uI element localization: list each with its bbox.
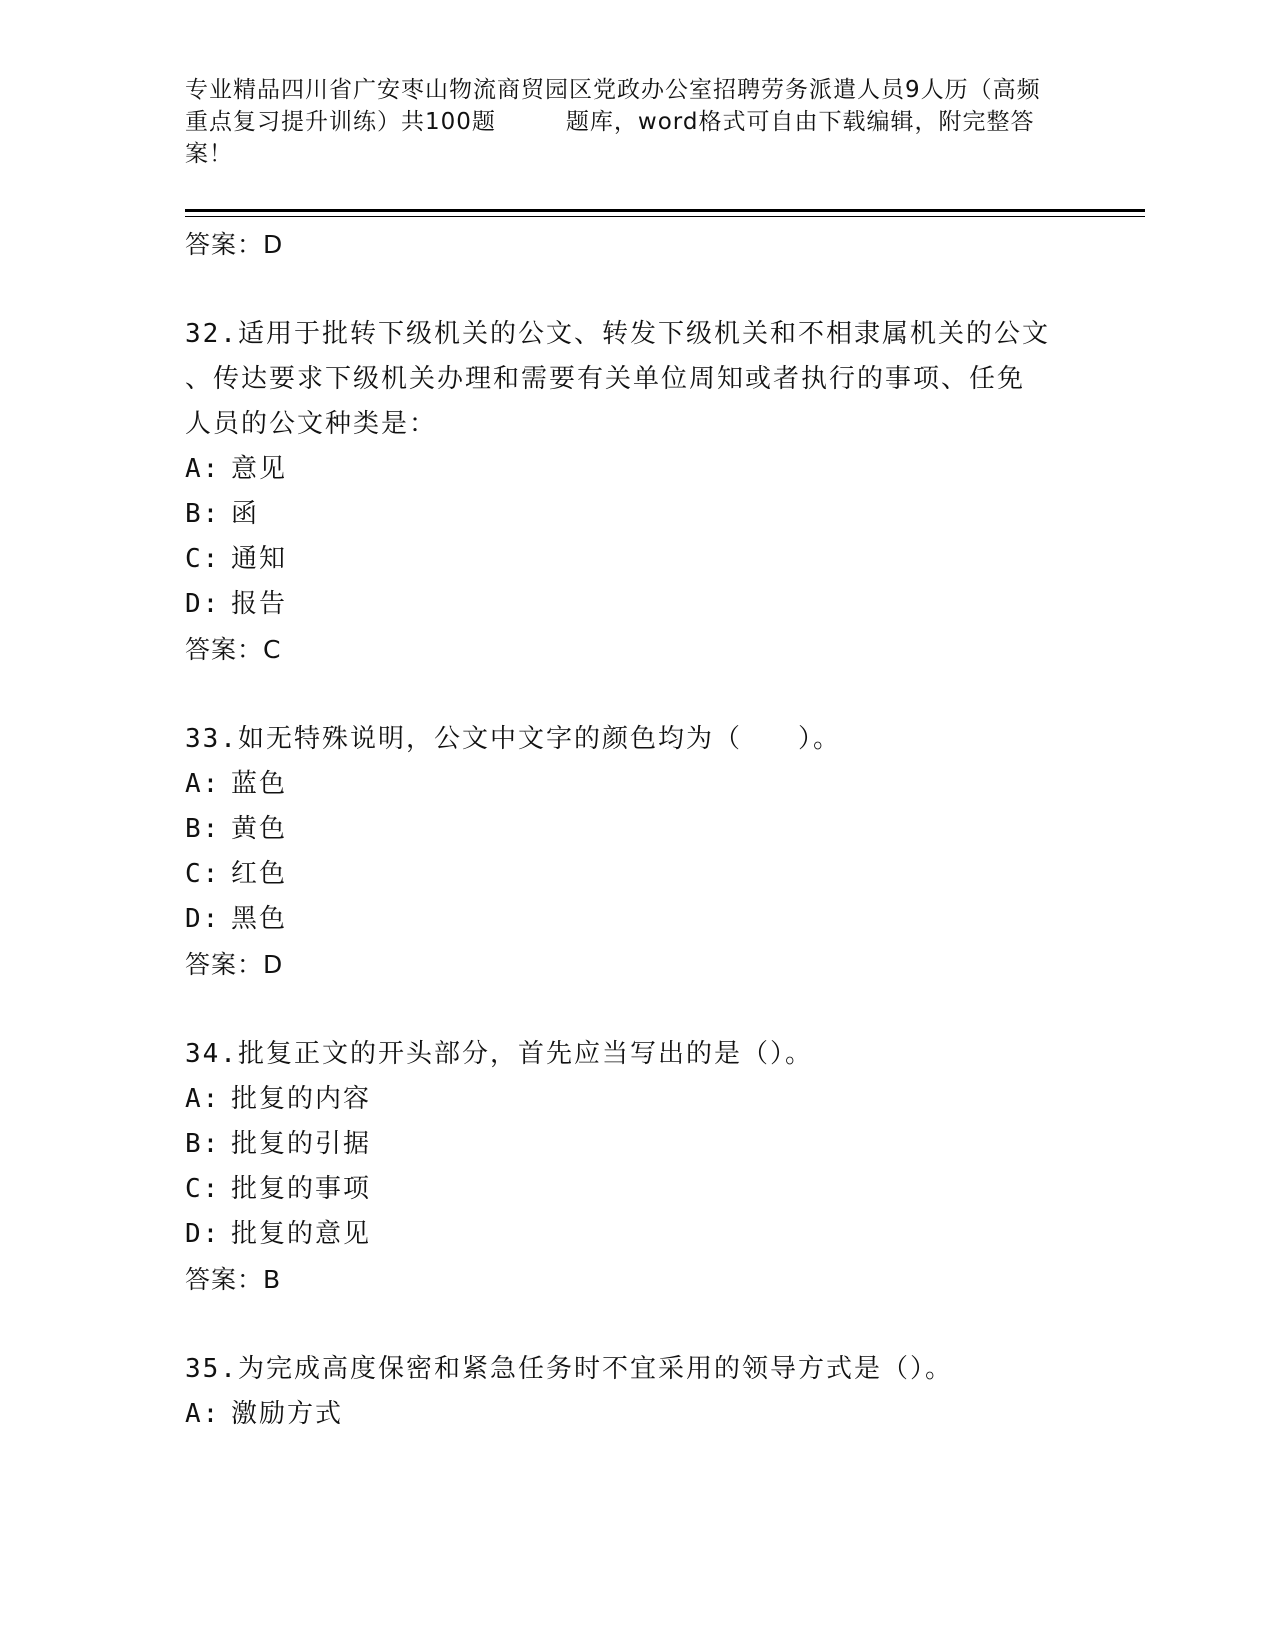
option-key: C: [185, 1174, 221, 1204]
answer-line: 答案：D [185, 950, 284, 979]
option-key: B: [185, 814, 221, 844]
question-text [185, 1032, 1085, 1077]
option-text: 批复的引据 [231, 1129, 372, 1159]
previous-answer: 答案：D [185, 230, 284, 259]
option-text: 红色 [231, 859, 288, 889]
header-line: 专业精品四川省广安枣山物流商贸园区党政办公室招聘劳务派遣人员9人历（高频 [185, 77, 1041, 103]
question-35 [185, 1347, 1085, 1437]
question-text [185, 1347, 1085, 1392]
option-key: A: [185, 769, 221, 799]
option-text: 黑色 [231, 904, 288, 934]
option-text: 意见 [231, 454, 288, 484]
option-key: A: [185, 454, 221, 484]
option-b [185, 1122, 1085, 1167]
question-text [185, 312, 1085, 447]
option-text: 激励方式 [231, 1399, 344, 1429]
option-key: C: [185, 859, 221, 889]
option-text: 报告 [231, 589, 288, 619]
option-b [185, 492, 1085, 537]
question-line: 32.适用于批转下级机关的公文、转发下级机关和不相隶属机关的公文 [185, 319, 1050, 349]
option-text: 黄色 [231, 814, 288, 844]
option-text: 蓝色 [231, 769, 288, 799]
question-34 [185, 1032, 1085, 1302]
document-header [185, 74, 1085, 170]
header-segment: 题库，word格式可自由下载编辑，附完整答 [565, 109, 1035, 135]
option-d [185, 582, 1085, 627]
option-key: B: [185, 1129, 221, 1159]
option-text: 批复的意见 [231, 1219, 372, 1249]
option-a [185, 447, 1085, 492]
option-text: 批复的事项 [231, 1174, 372, 1204]
option-key: D: [185, 589, 221, 619]
question-text [185, 717, 1085, 762]
answer-line: 答案：C [185, 635, 282, 664]
header-line [185, 106, 1085, 138]
question-32 [185, 312, 1085, 672]
header-segment: 重点复习提升训练）共100题 [185, 109, 496, 135]
question-33 [185, 717, 1085, 987]
option-text: 函 [231, 499, 260, 529]
option-a [185, 1392, 1085, 1437]
question-line: 35.为完成高度保密和紧急任务时不宜采用的领导方式是（）。 [185, 1354, 953, 1384]
header-rule-thin [185, 216, 1145, 217]
option-c [185, 1167, 1085, 1212]
option-key: A: [185, 1084, 221, 1114]
option-key: A: [185, 1399, 221, 1429]
answer-line: 答案：B [185, 1265, 282, 1294]
header-line: 案！ [185, 141, 233, 167]
question-list [185, 222, 1085, 1437]
option-key: B: [185, 499, 221, 529]
option-key: C: [185, 544, 221, 574]
option-a [185, 762, 1085, 807]
option-b [185, 807, 1085, 852]
option-text: 批复的内容 [231, 1084, 372, 1114]
question-line: 33.如无特殊说明，公文中文字的颜色均为（ ）。 [185, 724, 841, 754]
option-d [185, 897, 1085, 942]
header-rule-thick [185, 209, 1145, 212]
option-c [185, 537, 1085, 582]
option-text: 通知 [231, 544, 288, 574]
option-key: D: [185, 904, 221, 934]
question-line: 人员的公文种类是： [185, 409, 438, 439]
question-line: 34.批复正文的开头部分，首先应当写出的是（）。 [185, 1039, 813, 1069]
option-d [185, 1212, 1085, 1257]
question-line: 、传达要求下级机关办理和需要有关单位周知或者执行的事项、任免 [185, 364, 1026, 394]
option-c [185, 852, 1085, 897]
option-key: D: [185, 1219, 221, 1249]
option-a [185, 1077, 1085, 1122]
